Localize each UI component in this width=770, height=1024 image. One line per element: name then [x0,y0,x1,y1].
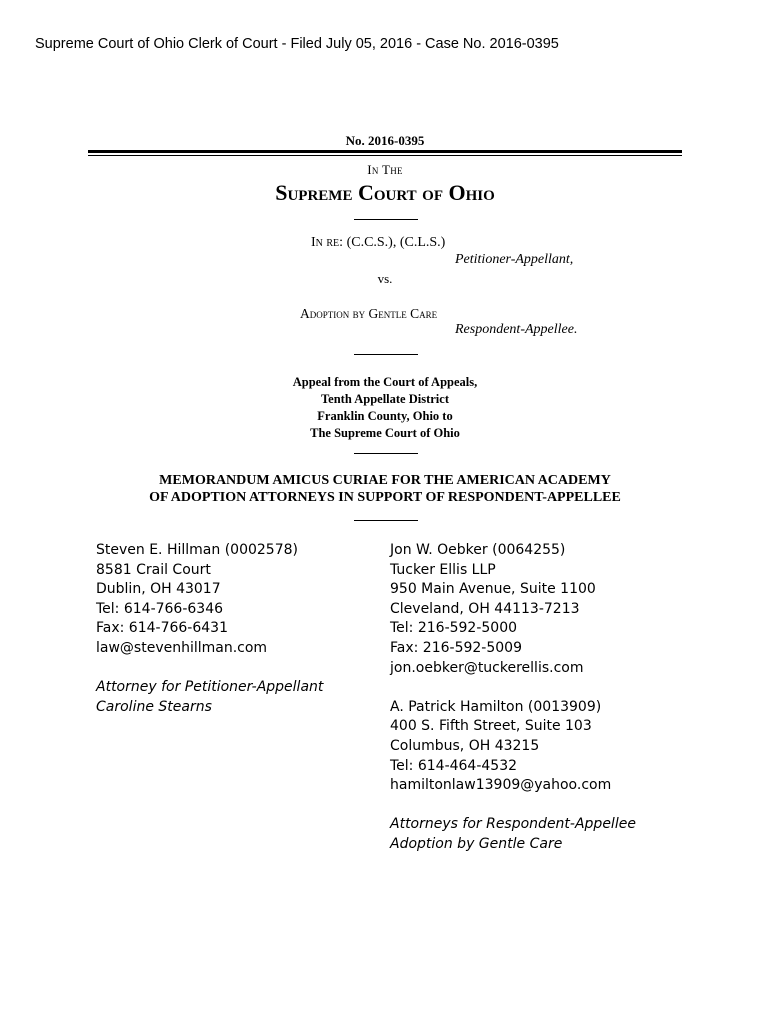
client-name: Adoption by Gentle Care [390,835,563,852]
email-line: law@stevenhillman.com [96,639,268,656]
short-divider [354,219,418,220]
in-re-prefix: In re: [311,235,344,250]
filing-header: Supreme Court of Ohio Clerk of Court - Filed July 05, 2016 - Case No. 2016-0395 [35,36,559,52]
firm-name: Tucker Ellis LLP [390,561,496,578]
email-line: jon.oebker@tuckerellis.com [390,659,584,676]
attorney-name: Steven E. Hillman (0002578) [96,542,298,558]
address-line: 950 Main Avenue, Suite 1100 [390,581,596,598]
client-name: Caroline Stearns [96,698,212,715]
attorney-name: Jon W. Oebker (0064255) [390,542,566,558]
appeal-line: Franklin County, Ohio to [317,409,453,423]
in-the-label: In The [367,162,403,177]
city-line: Columbus, OH 43215 [390,737,540,754]
respondent-name: Adoption by Gentle Care [300,306,438,321]
short-divider [354,354,418,355]
court-name: Supreme Court of Ohio [275,180,495,205]
phone-line: Tel: 614-766-6346 [96,600,224,617]
address-line: 8581 Crail Court [96,561,211,578]
short-divider [354,453,418,454]
counsel-left-block [96,541,323,717]
phone-line: Tel: 216-592-5000 [390,620,518,637]
appeal-line: The Supreme Court of Ohio [310,426,460,440]
appeal-line: Appeal from the Court of Appeals, [292,375,478,389]
city-line: Dublin, OH 43017 [96,581,221,598]
counsel-right-block [390,541,636,855]
memorandum-title [88,472,682,506]
respondent-role: Respondent-Appellee. [455,322,578,337]
city-line: Cleveland, OH 44113-7213 [390,600,580,617]
petitioner-role: Petitioner-Appellant, [455,252,574,267]
in-re-names: (C.C.S.), (C.L.S.) [346,235,446,250]
email-line: hamiltonlaw13909@yahoo.com [390,777,612,794]
memorandum-title-line: MEMORANDUM AMICUS CURIAE FOR THE AMERICAN ACADEMY [159,473,611,488]
in-re-line [311,235,445,251]
case-number: No. 2016-0395 [345,133,425,148]
fax-line: Fax: 216-592-5009 [390,639,522,656]
versus-label: vs. [377,271,393,286]
short-divider [354,520,418,521]
attorney-role: Attorney for Petitioner-Appellant [96,679,324,696]
attorney-role: Attorneys for Respondent-Appellee [390,816,636,833]
double-rule-divider [88,150,682,156]
appeal-line: Tenth Appellate District [320,392,449,406]
appeal-block [88,374,682,442]
memorandum-title-line: OF ADOPTION ATTORNEYS IN SUPPORT OF RESPONDENT-APPELLEE [149,490,621,505]
phone-line: Tel: 614-464-4532 [390,757,518,774]
attorney-name: A. Patrick Hamilton (0013909) [390,698,602,715]
fax-line: Fax: 614-766-6431 [96,620,228,637]
address-line: 400 S. Fifth Street, Suite 103 [390,718,592,735]
